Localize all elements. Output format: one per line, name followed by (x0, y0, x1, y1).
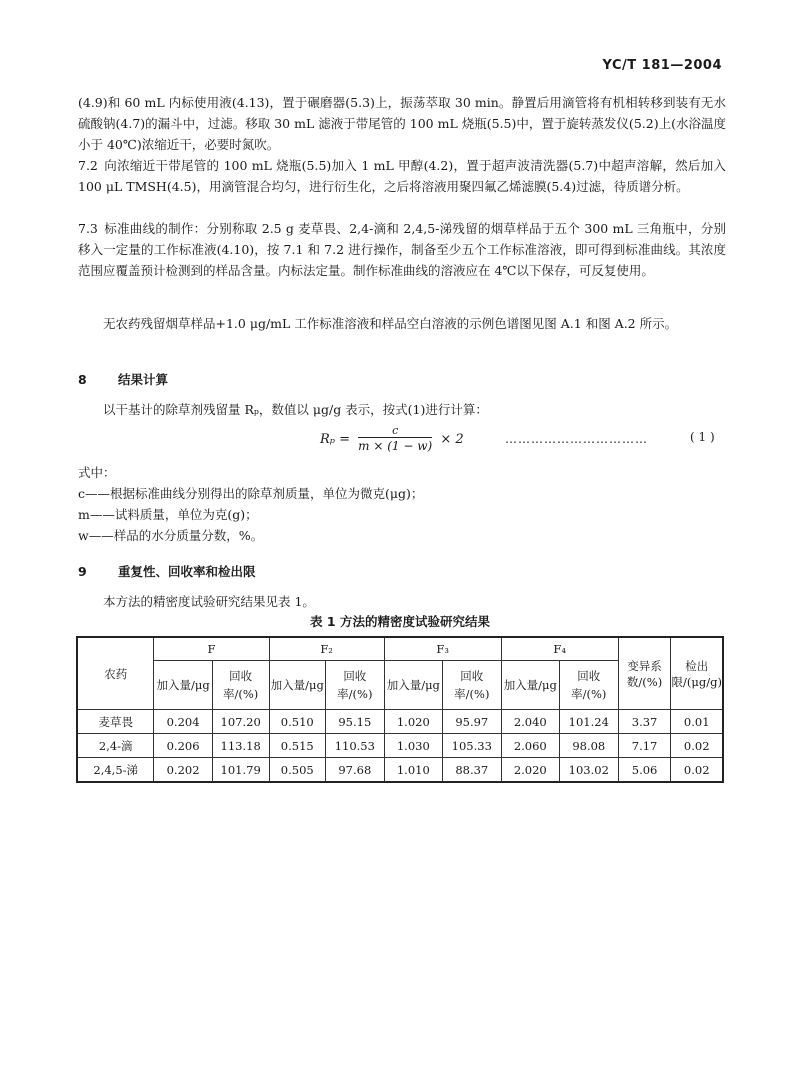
paragraph-text: 本方法的精密度试验研究结果见表 1。 (103, 594, 315, 609)
step-text: 标准曲线的制作：分别称取 2.5 g 麦草畏、2,4-滴和 2,4,5-涕残留的烟草样品于五个 300 mL 三角瓶中，分别移入一定量的工作标准液(4.10)，按 7.1 和 7.2 进行操作，制备至少五个工作标准溶液，即可得到标准曲线。其浓度范围应覆盖预计检测到的样品含量。内标法定量。制作标准曲线的溶液应在 4℃以下保存，可反复使用。 (78, 221, 726, 278)
section-heading-9 (78, 562, 256, 580)
formula-fraction (358, 425, 432, 454)
table-cell: 1.020 (384, 710, 442, 734)
table-cell: 95.15 (325, 710, 384, 734)
step-7-3 (78, 218, 726, 281)
table-cell: 1.030 (384, 734, 442, 758)
header-group-f4: F₄ (501, 637, 618, 661)
formula-denominator: m × (1 − w) (358, 439, 433, 453)
step-number: 7.3 (78, 221, 98, 236)
paragraph-calc (78, 399, 726, 420)
paragraph-text: 以干基计的除草剂残留量 Rₚ，数值以 μg/g 表示，按式(1)进行计算： (103, 402, 488, 417)
table-cell: 113.18 (212, 734, 269, 758)
table-row (77, 734, 723, 758)
table-cell: 98.08 (559, 734, 618, 758)
cell-pesticide: 麦草畏 (77, 710, 154, 734)
table-cell: 101.24 (559, 710, 618, 734)
where-lead: 式中： (78, 465, 116, 480)
paragraph-chromatogram (78, 313, 726, 334)
table-cell: 0.206 (154, 734, 212, 758)
table-cell: 2.040 (501, 710, 559, 734)
formula-numerator: c (358, 425, 432, 438)
section-title: 重复性、回收率和检出限 (118, 564, 256, 579)
table-cell: 88.37 (442, 758, 501, 783)
formula-lhs: Rₚ = (320, 432, 351, 447)
header-group-f: F (154, 637, 269, 661)
where-line-w: w——样品的水分质量分数，%。 (78, 528, 264, 543)
header-recovery: 回收率/(%) (559, 661, 618, 710)
table-cell: 107.20 (212, 710, 269, 734)
header-pesticide: 农药 (77, 637, 154, 710)
header-added: 加入量/μg (269, 661, 325, 710)
header-added: 加入量/μg (384, 661, 442, 710)
where-line-c: c——根据标准曲线分别得出的除草剂质量，单位为微克(μg)； (78, 486, 424, 501)
table-cell: 0.510 (269, 710, 325, 734)
table-cell: 0.204 (154, 710, 212, 734)
table-title: 表 1 方法的精密度试验研究结果 (310, 614, 490, 629)
paragraph-text: 无农药残留烟草样品+1.0 μg/mL 工作标准溶液和样品空白溶液的示例色谱图见图 A.1 和图 A.2 所示。 (103, 316, 678, 331)
paragraph-table-ref (78, 591, 726, 612)
table-row (77, 710, 723, 734)
header-group-f3: F₃ (384, 637, 501, 661)
table-cell: 0.02 (671, 734, 723, 758)
where-block (78, 462, 726, 546)
header-recovery: 回收率/(%) (325, 661, 384, 710)
section-title: 结果计算 (118, 372, 169, 387)
step-7-2 (78, 155, 726, 197)
table-cell: 105.33 (442, 734, 501, 758)
table-cell: 0.505 (269, 758, 325, 783)
cell-pesticide: 2,4,5-涕 (77, 758, 154, 783)
header-recovery: 回收率/(%) (212, 661, 269, 710)
formula-tail: × 2 (440, 432, 464, 447)
table-row (77, 758, 723, 783)
table-cell: 2.060 (501, 734, 559, 758)
table-cell: 0.01 (671, 710, 723, 734)
table-cell: 97.68 (325, 758, 384, 783)
table-cell: 7.17 (618, 734, 671, 758)
section-number: 8 (78, 372, 87, 387)
where-line-m: m——试料质量，单位为克(g)； (78, 507, 258, 522)
cell-pesticide: 2,4-滴 (77, 734, 154, 758)
equation-number: ( 1 ) (690, 430, 715, 444)
header-lod: 检出限/(μg/g) (671, 637, 723, 710)
table-cell: 2.020 (501, 758, 559, 783)
header-cv: 变异系数/(%) (618, 637, 671, 710)
table-cell: 95.97 (442, 710, 501, 734)
header-recovery: 回收率/(%) (442, 661, 501, 710)
paragraph-text: (4.9)和 60 mL 内标使用液(4.13)，置于碾磨器(5.3)上，振荡萃取 30 min。静置后用滴管将有机相转移到装有无水硫酸钠(4.7)的漏斗中，过滤。移取 30 mL 滤液于带尾管的 100 mL 烧瓶(5.5)中，置于旋转蒸发仪(5.2)上(水浴温度小于 40℃)浓缩近干，必要时氮吹。 (78, 95, 726, 152)
section-heading-8 (78, 370, 168, 388)
table-cell: 110.53 (325, 734, 384, 758)
table-cell: 5.06 (618, 758, 671, 783)
table-cell: 0.515 (269, 734, 325, 758)
table-cell: 101.79 (212, 758, 269, 783)
step-number: 7.2 (78, 158, 98, 173)
paragraph-extraction (78, 92, 726, 155)
table-cell: 0.202 (154, 758, 212, 783)
header-added: 加入量/μg (501, 661, 559, 710)
step-text: 向浓缩近干带尾管的 100 mL 烧瓶(5.5)加入 1 mL 甲醇(4.2)，置于超声波清洗器(5.7)中超声溶解，然后加入 100 μL TMSH(4.5)，用滴管混合均匀，进行衍生化，之后将溶液用聚四氟乙烯滤膜(5.4)过滤，待质谱分析。 (78, 158, 726, 194)
section-number: 9 (78, 564, 87, 579)
table-cell: 1.010 (384, 758, 442, 783)
table-cell: 3.37 (618, 710, 671, 734)
precision-results-table (76, 636, 724, 783)
table-cell: 0.02 (671, 758, 723, 783)
table-cell: 103.02 (559, 758, 618, 783)
formula-1 (320, 425, 464, 454)
header-group-f2: F₂ (269, 637, 384, 661)
header-added: 加入量/μg (154, 661, 212, 710)
document-code: YC/T 181—2004 (602, 58, 722, 73)
formula-leader-dots: …………………………… (505, 432, 648, 446)
